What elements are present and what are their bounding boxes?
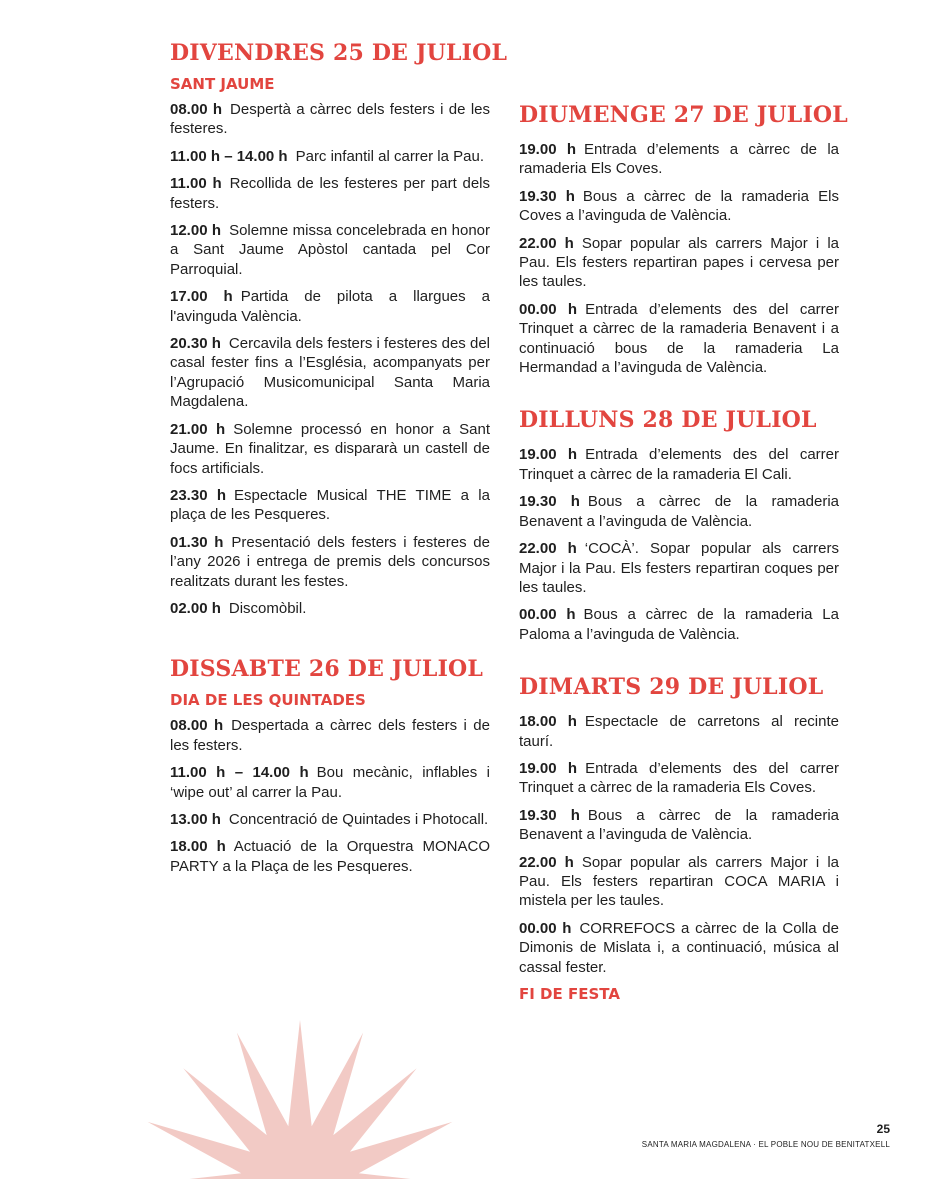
event-item [170,763,490,802]
event-time: 19.00 h [519,759,578,777]
event-item [170,486,490,525]
event-time: 22.00 h [519,234,574,252]
day-title: DISSABTE 26 DE JULIOL [170,656,484,683]
event-text: Cercavila dels festers i festeres des del casal fester fins a l’Església, acompanyats per l’Agrupació Musicomunicipal Santa Maria Magdalena. [170,335,491,411]
event-item [519,539,839,597]
event-item [170,147,490,166]
event-text: Entrada d’elements des del carrer Trinquet a càrrec de la ramaderia Els Coves. [519,759,839,797]
day-subtitle: DIA DE LES QUINTADES [170,691,366,710]
day-section [519,405,839,644]
event-item [519,605,839,644]
event-text: Espectacle de carretons al recinte taurí. [519,713,839,750]
event-time: 12.00 h [170,222,222,240]
event-time: 08.00 h [170,717,224,735]
event-item [170,716,490,755]
event-time: 18.00 h [170,838,226,856]
event-item [519,445,839,484]
day-title: DILLUNS 28 DE JULIOL [519,407,817,434]
event-item [519,234,839,292]
event-time: 00.00 h [519,300,578,318]
event-item [170,810,490,829]
event-text: Concentració de Quintades i Photocall. [228,810,489,828]
event-text: Bous a càrrec de la ramaderia Els Coves a l’avinguda de València. [519,187,840,225]
event-text: Entrada d’elements des del carrer Trinquet a càrrec de la ramaderia Benavent i a continuació bous de la ramaderia La Hermandad a l’avinguda de València. [519,300,839,377]
page-number: 25 [876,1122,890,1136]
right-column [519,100,848,1003]
day-section [170,38,508,618]
day-section [170,654,490,876]
event-item [519,759,839,798]
event-time: 19.00 h [519,141,577,158]
event-text: Despertada a càrrec dels festers i de les festers. [170,717,490,754]
event-text: Bous a càrrec de la ramaderia Benavent a l’avinguda de València. [519,493,839,530]
event-item [170,100,490,139]
event-time: 00.00 h [519,919,572,937]
event-time: 13.00 h [170,810,221,828]
event-item [519,806,839,845]
event-text: Entrada d’elements a càrrec de la ramaderia Els Coves. [519,141,839,178]
end-of-festival-label: FI DE FESTA [519,985,620,1003]
event-text: Actuació de la Orquestra MONACO PARTY a la Plaça de les Pesqueres. [170,838,490,875]
day-title: DIMARTS 29 DE JULIOL [519,674,824,701]
day-subtitle: SANT JAUME [170,75,275,93]
event-time: 23.30 h [170,486,226,504]
event-text: Espectacle Musical THE TIME a la plaça de les Pesqueres. [170,486,490,524]
event-time: 18.00 h [519,713,577,731]
event-time: 19.30 h [519,806,580,824]
day-section [519,672,839,977]
event-text: Solemne processó en honor a Sant Jaume. En finalitzar, es dispararà un castell de focs artificials. [170,420,490,477]
event-text: Bous a càrrec de la ramaderia Benavent a l’avinguda de València. [519,806,839,844]
starburst-shape [140,1020,460,1179]
event-item [170,334,490,412]
event-time: 19.00 h [519,446,578,464]
left-column [170,38,508,884]
event-time: 19.30 h [519,187,575,205]
event-time: 19.30 h [519,493,580,511]
event-time: 11.00 h – 14.00 h [170,147,288,165]
event-time: 02.00 h [170,599,221,617]
event-text: Sopar popular als carrers Major i la Pau. Els festers repartiran COCA MARIA i mistela per les taules. [519,853,839,910]
event-item [170,221,490,279]
event-item [519,187,839,226]
event-time: 00.00 h [519,606,576,624]
event-time: 22.00 h [519,853,574,871]
event-text: Presentació dels festers i festeres de l’any 2026 i entrega de premis dels concursos realitzats durant les festes. [170,533,490,590]
event-text: CORREFOCS a càrrec de la Colla de Dimonis de Mislata i, a continuació, música al cassal fester. [519,919,839,976]
event-text: ‘COCÀ’. Sopar popular als carrers Major i la Pau. Els festers repartiran coques per les taules. [519,540,839,596]
event-text: Partida de pilota a llargues a l'avinguda València. [170,288,490,325]
event-time: 20.30 h [170,335,221,353]
event-text: Solemne missa concelebrada en honor a Sant Jaume Apòstol cantada pel Cor Parroquial. [170,222,490,278]
day-title: DIVENDRES 25 DE JULIOL [170,40,508,66]
event-text: Parc infantil al carrer la Pau. [295,147,485,165]
event-text: Despertà a càrrec dels festers i de les festeres. [170,101,490,138]
event-text: Recollida de les festeres per part dels festers. [170,175,490,212]
event-item [170,420,490,478]
starburst-decoration [140,1020,460,1179]
event-time: 08.00 h [170,101,223,118]
event-text: Entrada d’elements des del carrer Trinquet a càrrec de la ramaderia El Cali. [519,446,839,483]
event-item [170,287,490,326]
event-text: Bous a càrrec de la ramaderia La Paloma a l’avinguda de València. [519,606,839,643]
event-item [170,533,490,591]
event-text: Sopar popular als carrers Major i la Pau. Els festers repartiran papes i cervesa per les taules. [519,234,839,291]
event-item [170,599,490,618]
day-section [519,100,848,377]
event-time: 11.00 h [170,175,222,193]
event-item [170,174,490,213]
event-time: 01.30 h [170,533,224,551]
event-item [519,919,839,977]
event-item [519,853,839,911]
event-item [519,712,839,751]
event-item [519,492,839,531]
event-item [519,140,839,179]
event-time: 17.00 h [170,288,233,306]
event-item [170,837,490,876]
footer-text: SANTA MARIA MAGDALENA · EL POBLE NOU DE BENITATXELL [641,1140,890,1149]
event-text: Discomòbil. [228,599,307,617]
event-time: 21.00 h [170,420,226,438]
event-text: Bou mecànic, inflables i ‘wipe out’ al carrer la Pau. [170,764,490,801]
day-title: DIUMENGE 27 DE JULIOL [519,102,848,128]
event-item [519,300,839,378]
event-time: 22.00 h [519,540,577,558]
event-time: 11.00 h – 14.00 h [170,764,309,782]
